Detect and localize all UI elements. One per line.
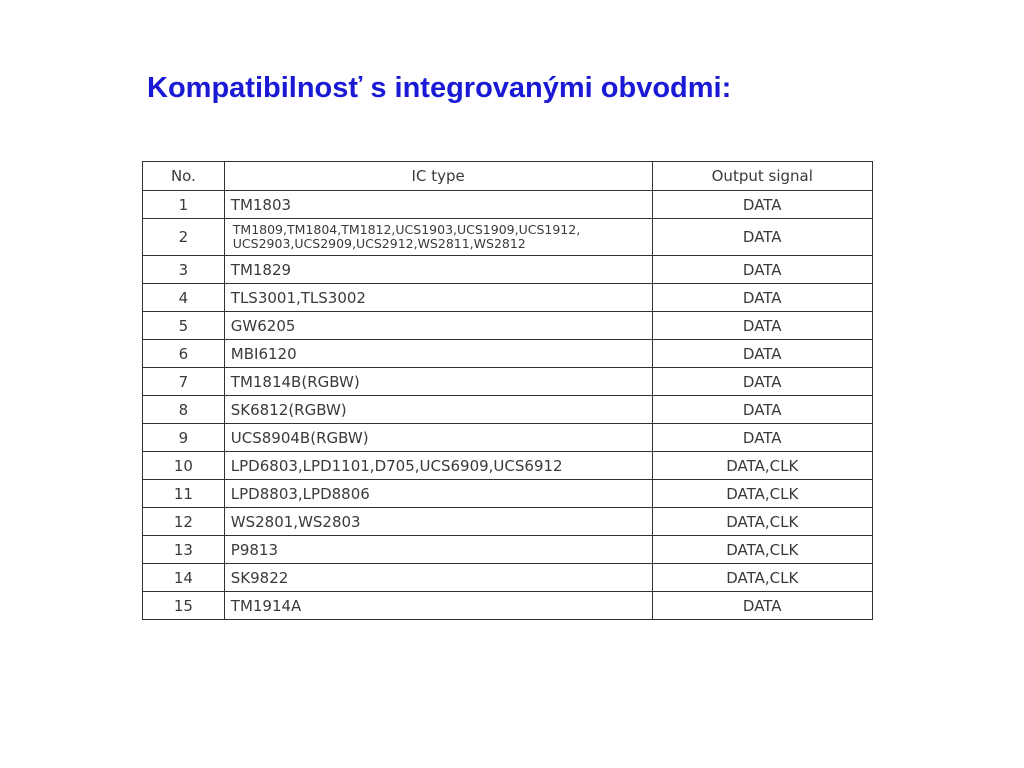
ic-type-line: UCS2903,UCS2909,UCS2912,WS2811,WS2812 <box>232 236 526 251</box>
header-output-signal: Output signal <box>652 162 872 191</box>
table-row <box>143 191 873 219</box>
output-signal: DATA <box>652 340 872 368</box>
row-number: 3 <box>143 256 225 284</box>
slide-title: Kompatibilnosť s integrovanými obvodmi: <box>147 72 732 104</box>
table-row <box>143 219 873 256</box>
ic-type: WS2801,WS2803 <box>224 508 652 536</box>
ic-type: MBI6120 <box>224 340 652 368</box>
ic-type: LPD8803,LPD8806 <box>224 480 652 508</box>
ic-type: TM1803 <box>224 191 652 219</box>
output-signal: DATA,CLK <box>652 536 872 564</box>
ic-type-line: TM1809,TM1804,TM1812,UCS1903,UCS1909,UCS1912, <box>232 222 581 237</box>
output-signal: DATA <box>652 191 872 219</box>
row-number: 13 <box>143 536 225 564</box>
table-row <box>143 284 873 312</box>
table-row <box>143 424 873 452</box>
output-signal: DATA <box>652 424 872 452</box>
ic-type: GW6205 <box>224 312 652 340</box>
ic-type: SK6812(RGBW) <box>224 396 652 424</box>
row-number: 6 <box>143 340 225 368</box>
row-number: 5 <box>143 312 225 340</box>
ic-type: SK9822 <box>224 564 652 592</box>
output-signal: DATA <box>652 219 872 256</box>
output-signal: DATA,CLK <box>652 480 872 508</box>
table-row <box>143 536 873 564</box>
ic-type: TM1829 <box>224 256 652 284</box>
output-signal: DATA <box>652 396 872 424</box>
header-ic-type: IC type <box>224 162 652 191</box>
table-header-row <box>143 162 873 191</box>
row-number: 1 <box>143 191 225 219</box>
table-row <box>143 508 873 536</box>
table-row <box>143 312 873 340</box>
table-row <box>143 564 873 592</box>
output-signal: DATA,CLK <box>652 564 872 592</box>
table-row <box>143 396 873 424</box>
ic-type: TM1814B(RGBW) <box>224 368 652 396</box>
ic-type <box>224 219 652 256</box>
row-number: 8 <box>143 396 225 424</box>
row-number: 11 <box>143 480 225 508</box>
output-signal: DATA <box>652 592 872 620</box>
output-signal: DATA <box>652 312 872 340</box>
output-signal: DATA <box>652 284 872 312</box>
row-number: 10 <box>143 452 225 480</box>
table-row <box>143 592 873 620</box>
output-signal: DATA <box>652 256 872 284</box>
row-number: 4 <box>143 284 225 312</box>
table-row <box>143 452 873 480</box>
header-no: No. <box>143 162 225 191</box>
table-row <box>143 256 873 284</box>
output-signal: DATA,CLK <box>652 508 872 536</box>
row-number: 14 <box>143 564 225 592</box>
table-row <box>143 480 873 508</box>
ic-type: TLS3001,TLS3002 <box>224 284 652 312</box>
output-signal: DATA <box>652 368 872 396</box>
row-number: 2 <box>143 219 225 256</box>
row-number: 7 <box>143 368 225 396</box>
row-number: 9 <box>143 424 225 452</box>
row-number: 15 <box>143 592 225 620</box>
table-row <box>143 368 873 396</box>
ic-compatibility-table <box>142 161 873 620</box>
ic-type: P9813 <box>224 536 652 564</box>
ic-type: TM1914A <box>224 592 652 620</box>
table-row <box>143 340 873 368</box>
row-number: 12 <box>143 508 225 536</box>
ic-type: UCS8904B(RGBW) <box>224 424 652 452</box>
output-signal: DATA,CLK <box>652 452 872 480</box>
ic-type: LPD6803,LPD1101,D705,UCS6909,UCS6912 <box>224 452 652 480</box>
